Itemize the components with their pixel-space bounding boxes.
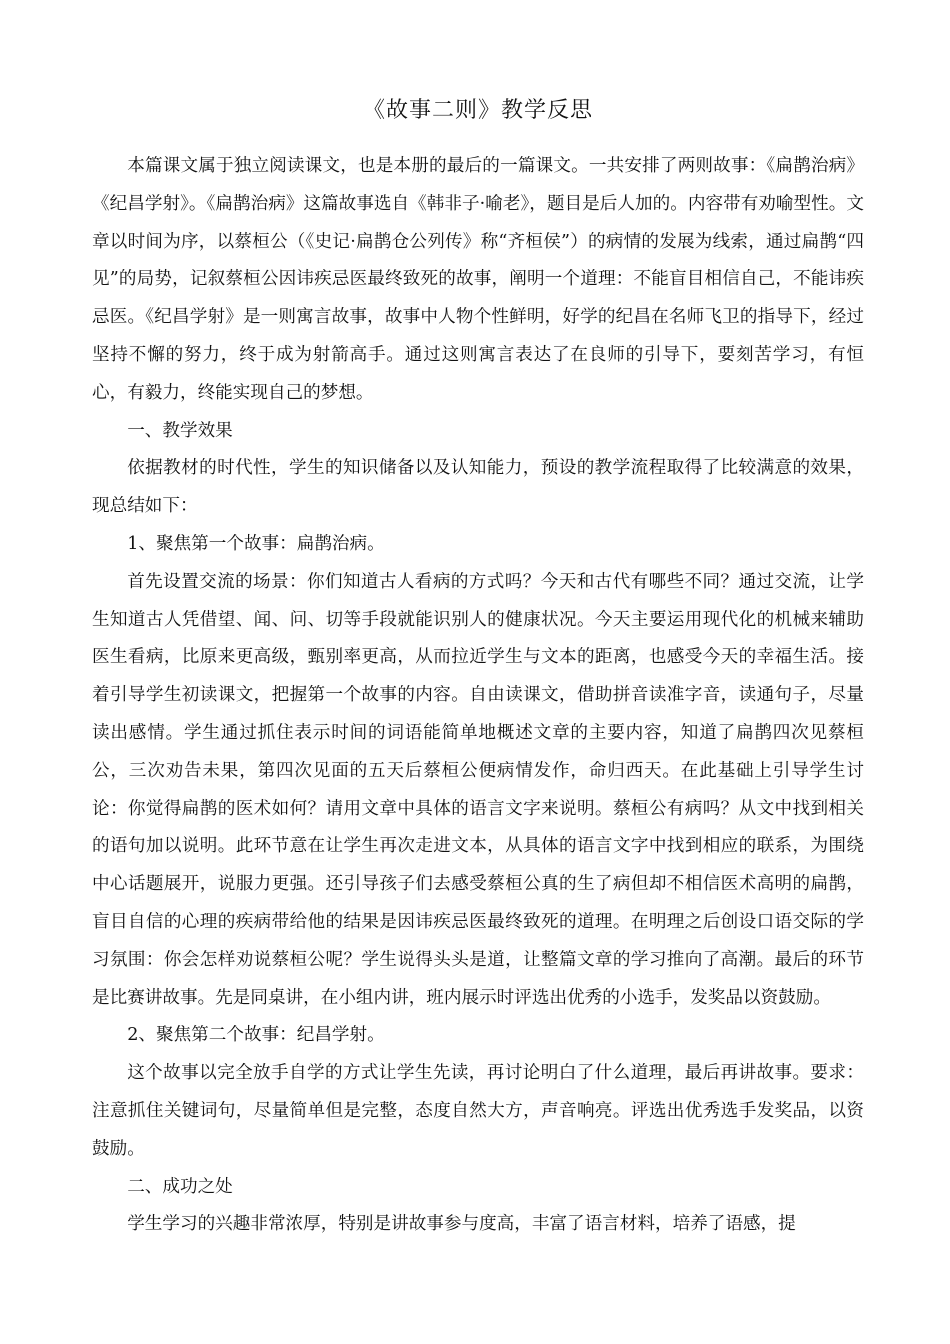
story-one-paragraph: 首先设置交流的场景：你们知道古人看病的方式吗？今天和古代有哪些不同？通过交流，让学生知道古人凭借望、闻、问、切等手段就能识别人的健康状况。今天主要运用现代化的机械来辅助医生看病，比原来更高级，甄别率更高，从而拉近学生与文本的距离，也感受今天的幸福生活。接着引导学生初读课文，把握第一个故事的内容。自由读课文，借助拼音读准字音，读通句子，尽量读出感情。学生通过抓住表示时间的词语能简单地概述文章的主要内容，知道了扁鹊四次见蔡桓公，三次劝告未果，第四次见面的五天后蔡桓公便病情发作，命归西天。在此基础上引导学生讨论：你觉得扁鹊的医术如何？请用文章中具体的语言文字来说明。蔡桓公有病吗？从文中找到相关的语句加以说明。此环节意在让学生再次走进文本，从具体的语言文字中找到相应的联系，为围绕中心话题展开，说服力更强。还引导孩子们去感受蔡桓公真的生了病但却不相信医术高明的扁鹊，盲目自信的心理的疾病带给他的结果是因讳疾忌医最终致死的道理。在明理之后创设口语交际的学习氛围：你会怎样劝说蔡桓公呢？学生说得头头是道，让整篇文章的学习推向了高潮。最后的环节是比赛讲故事。先是同桌讲，在小组内讲，班内展示时评选出优秀的小选手，发奖品以资鼓励。 (92, 571, 864, 1008)
section-heading-teaching-effect: 一、教学效果 (127, 420, 233, 441)
intro-paragraph: 本篇课文属于独立阅读课文，也是本册的最后的一篇课文。一共安排了两则故事：《扁鹊治病》《纪昌学射》。《扁鹊治病》这篇故事选自《韩非子·喻老》，题目是后人加的。内容带有劝喻型性。文章以时间为序，以蔡桓公（《史记·扁鹊仓公列传》称“齐桓侯”）的病情的发展为线索，通过扁鹊“四见”的局势，记叙蔡桓公因讳疾忌医最终致死的故事，阐明一个道理：不能盲目相信自己，不能讳疾忌医。《纪昌学射》是一则寓言故事，故事中人物个性鲜明，好学的纪昌在名师飞卫的指导下，经过坚持不懈的努力，终于成为射箭高手。通过这则寓言表达了在良师的引导下，要刻苦学习，有恒心，有毅力，终能实现自己的梦想。 (92, 156, 864, 403)
section-intro-paragraph: 依据教材的时代性，学生的知识储备以及认知能力，预设的教学流程取得了比较满意的效果，现总结如下： (92, 458, 864, 517)
document-title: 《故事二则》教学反思 (362, 98, 593, 123)
successes-paragraph: 学生学习的兴趣非常浓厚，特别是讲故事参与度高，丰富了语言材料，培养了语感，提 (127, 1214, 796, 1235)
document-page (92, 96, 864, 1244)
point-heading-story-two: 2、聚焦第二个故事：纪昌学射。 (127, 1025, 385, 1046)
section-heading-successes: 二、成功之处 (127, 1176, 233, 1197)
story-two-paragraph: 这个故事以完全放手自学的方式让学生先读，再讨论明白了什么道理，最后再讲故事。要求：注意抓住关键词句，尽量简单但是完整，态度自然大方，声音响亮。评选出优秀选手发奖品，以资鼓励。 (92, 1063, 864, 1159)
point-heading-story-one: 1、聚焦第一个故事：扁鹊治病。 (127, 533, 385, 554)
